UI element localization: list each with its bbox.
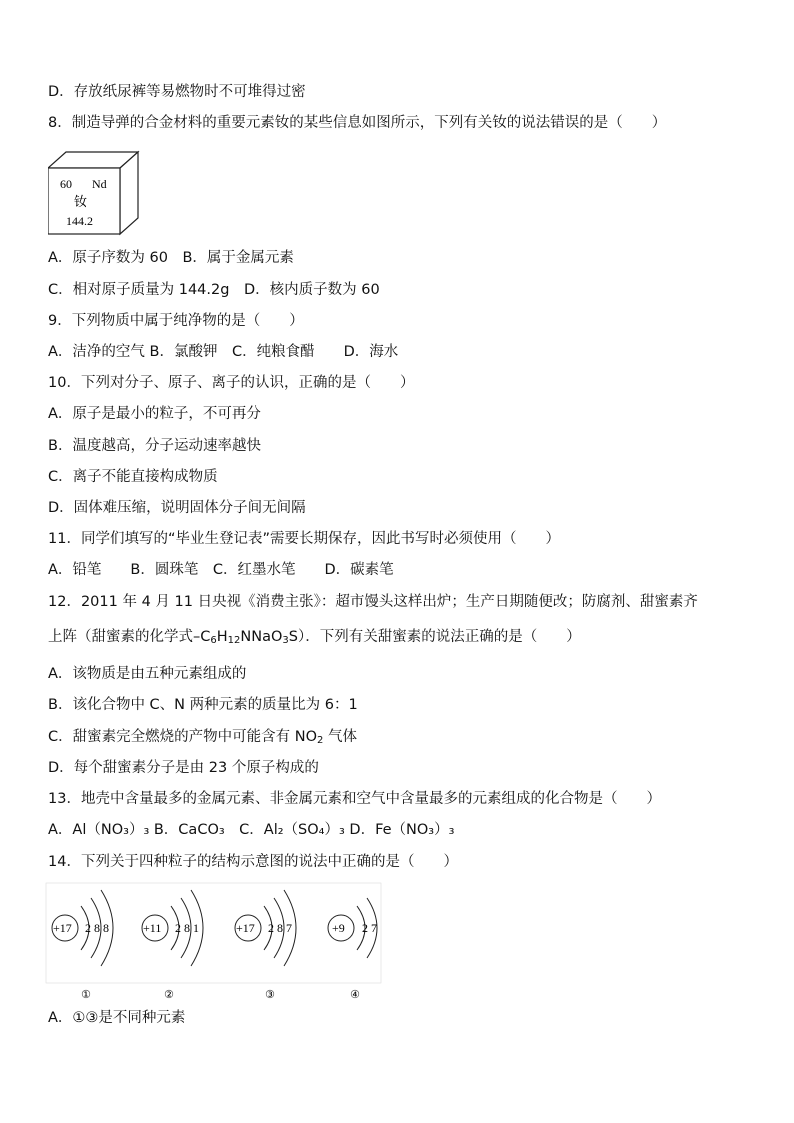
element-mass: 144.2 bbox=[66, 214, 93, 228]
q14-option-a: A．①③是不同种元素 bbox=[48, 1010, 186, 1026]
atom1-shells: 2 8 8 bbox=[85, 921, 109, 935]
q14-stem: 14．下列关于四种粒子的结构示意图的说法中正确的是（ ） bbox=[48, 854, 458, 870]
q13-stem: 13．地壳中含量最多的金属元素、非金属元素和空气中含量最多的元素组成的化合物是（ ） bbox=[48, 791, 661, 807]
q13-options: A．Al（NO₃）₃ B．CaCO₃ C．Al₂（SO₄）₃ D．Fe（NO₃）₃ bbox=[48, 822, 455, 838]
q8-options-cd: C．相对原子质量为 144.2g D．核内质子数为 60 bbox=[48, 282, 380, 298]
q8-stem: 8．制造导弹的合金材料的重要元素钕的某些信息如图所示，下列有关钕的说法错误的是（ ） bbox=[48, 115, 667, 131]
q11-options: A．铅笔 B．圆珠笔 C．红墨水笔 D．碳素笔 bbox=[48, 562, 394, 578]
atom1-label: ① bbox=[81, 988, 91, 1001]
atom3-shells: 2 8 7 bbox=[268, 921, 292, 935]
atom1-nucleus: +17 bbox=[53, 921, 72, 935]
q9-stem: 9．下列物质中属于纯净物的是（ ） bbox=[48, 313, 304, 329]
atom-diagram-4 bbox=[328, 898, 377, 958]
q9-options: A．洁净的空气 B．氯酸钾 C．纯粮食醋 D．海水 bbox=[48, 344, 399, 360]
atom4-nucleus: +9 bbox=[332, 921, 345, 935]
q12-option-c: C．甜蜜素完全燃烧的产物中可能含有 $NO_2$ 气体 bbox=[48, 729, 357, 746]
q11-stem: 11．同学们填写的“毕业生登记表”需要长期保存，因此书写时必须使用（ ） bbox=[48, 531, 560, 547]
atom-diagram-1 bbox=[52, 890, 113, 966]
q12-option-a: A．该物质是由五种元素组成的 bbox=[48, 666, 247, 682]
element-name: 钕 bbox=[74, 195, 88, 210]
atom-diagram-2 bbox=[142, 890, 203, 966]
atom2-shells: 2 8 1 bbox=[175, 921, 199, 935]
element-atomic-number: 60 bbox=[60, 177, 72, 191]
q10-option-b: B．温度越高，分子运动速率越快 bbox=[48, 438, 261, 454]
q10-option-c: C．离子不能直接构成物质 bbox=[48, 469, 218, 485]
atomic-structure-diagrams bbox=[45, 878, 385, 1003]
q10-option-a: A．原子是最小的粒子，不可再分 bbox=[48, 406, 261, 422]
atom-diagram-3 bbox=[235, 890, 296, 966]
atom2-label: ② bbox=[164, 988, 174, 1001]
q12-stem-line2: 上阵（甜蜜素的化学式$-C_6H_{12}NNaO_3S$）．下列有关甜蜜素的说法正确的是（ ） bbox=[48, 629, 581, 646]
atom3-label: ③ bbox=[265, 988, 275, 1001]
atom4-label: ④ bbox=[350, 988, 360, 1001]
q10-option-d: D．固体难压缩，说明固体分子间无间隔 bbox=[48, 500, 306, 516]
q8-options-ab: A．原子序数为 60 B．属于金属元素 bbox=[48, 250, 294, 266]
q7-option-d: D．存放纸尿裤等易燃物时不可堆得过密 bbox=[48, 84, 306, 100]
element-card bbox=[48, 150, 140, 236]
atom3-nucleus: +17 bbox=[236, 921, 255, 935]
q12-option-d: D．每个甜蜜素分子是由 23 个原子构成的 bbox=[48, 760, 319, 776]
q12-stem-line1: 12．2011 年 4 月 11 日央视《消费主张》：超市馒头这样出炉；生产日期随便改；防腐剂、甜蜜素齐 bbox=[48, 594, 698, 610]
q10-stem: 10．下列对分子、原子、离子的认识，正确的是（ ） bbox=[48, 375, 415, 391]
atom2-nucleus: +11 bbox=[143, 921, 162, 935]
atom4-shells: 2 7 bbox=[362, 921, 377, 935]
element-symbol: Nd bbox=[92, 177, 107, 191]
q12-option-b: B．该化合物中 C、N 两种元素的质量比为 6：1 bbox=[48, 697, 358, 713]
